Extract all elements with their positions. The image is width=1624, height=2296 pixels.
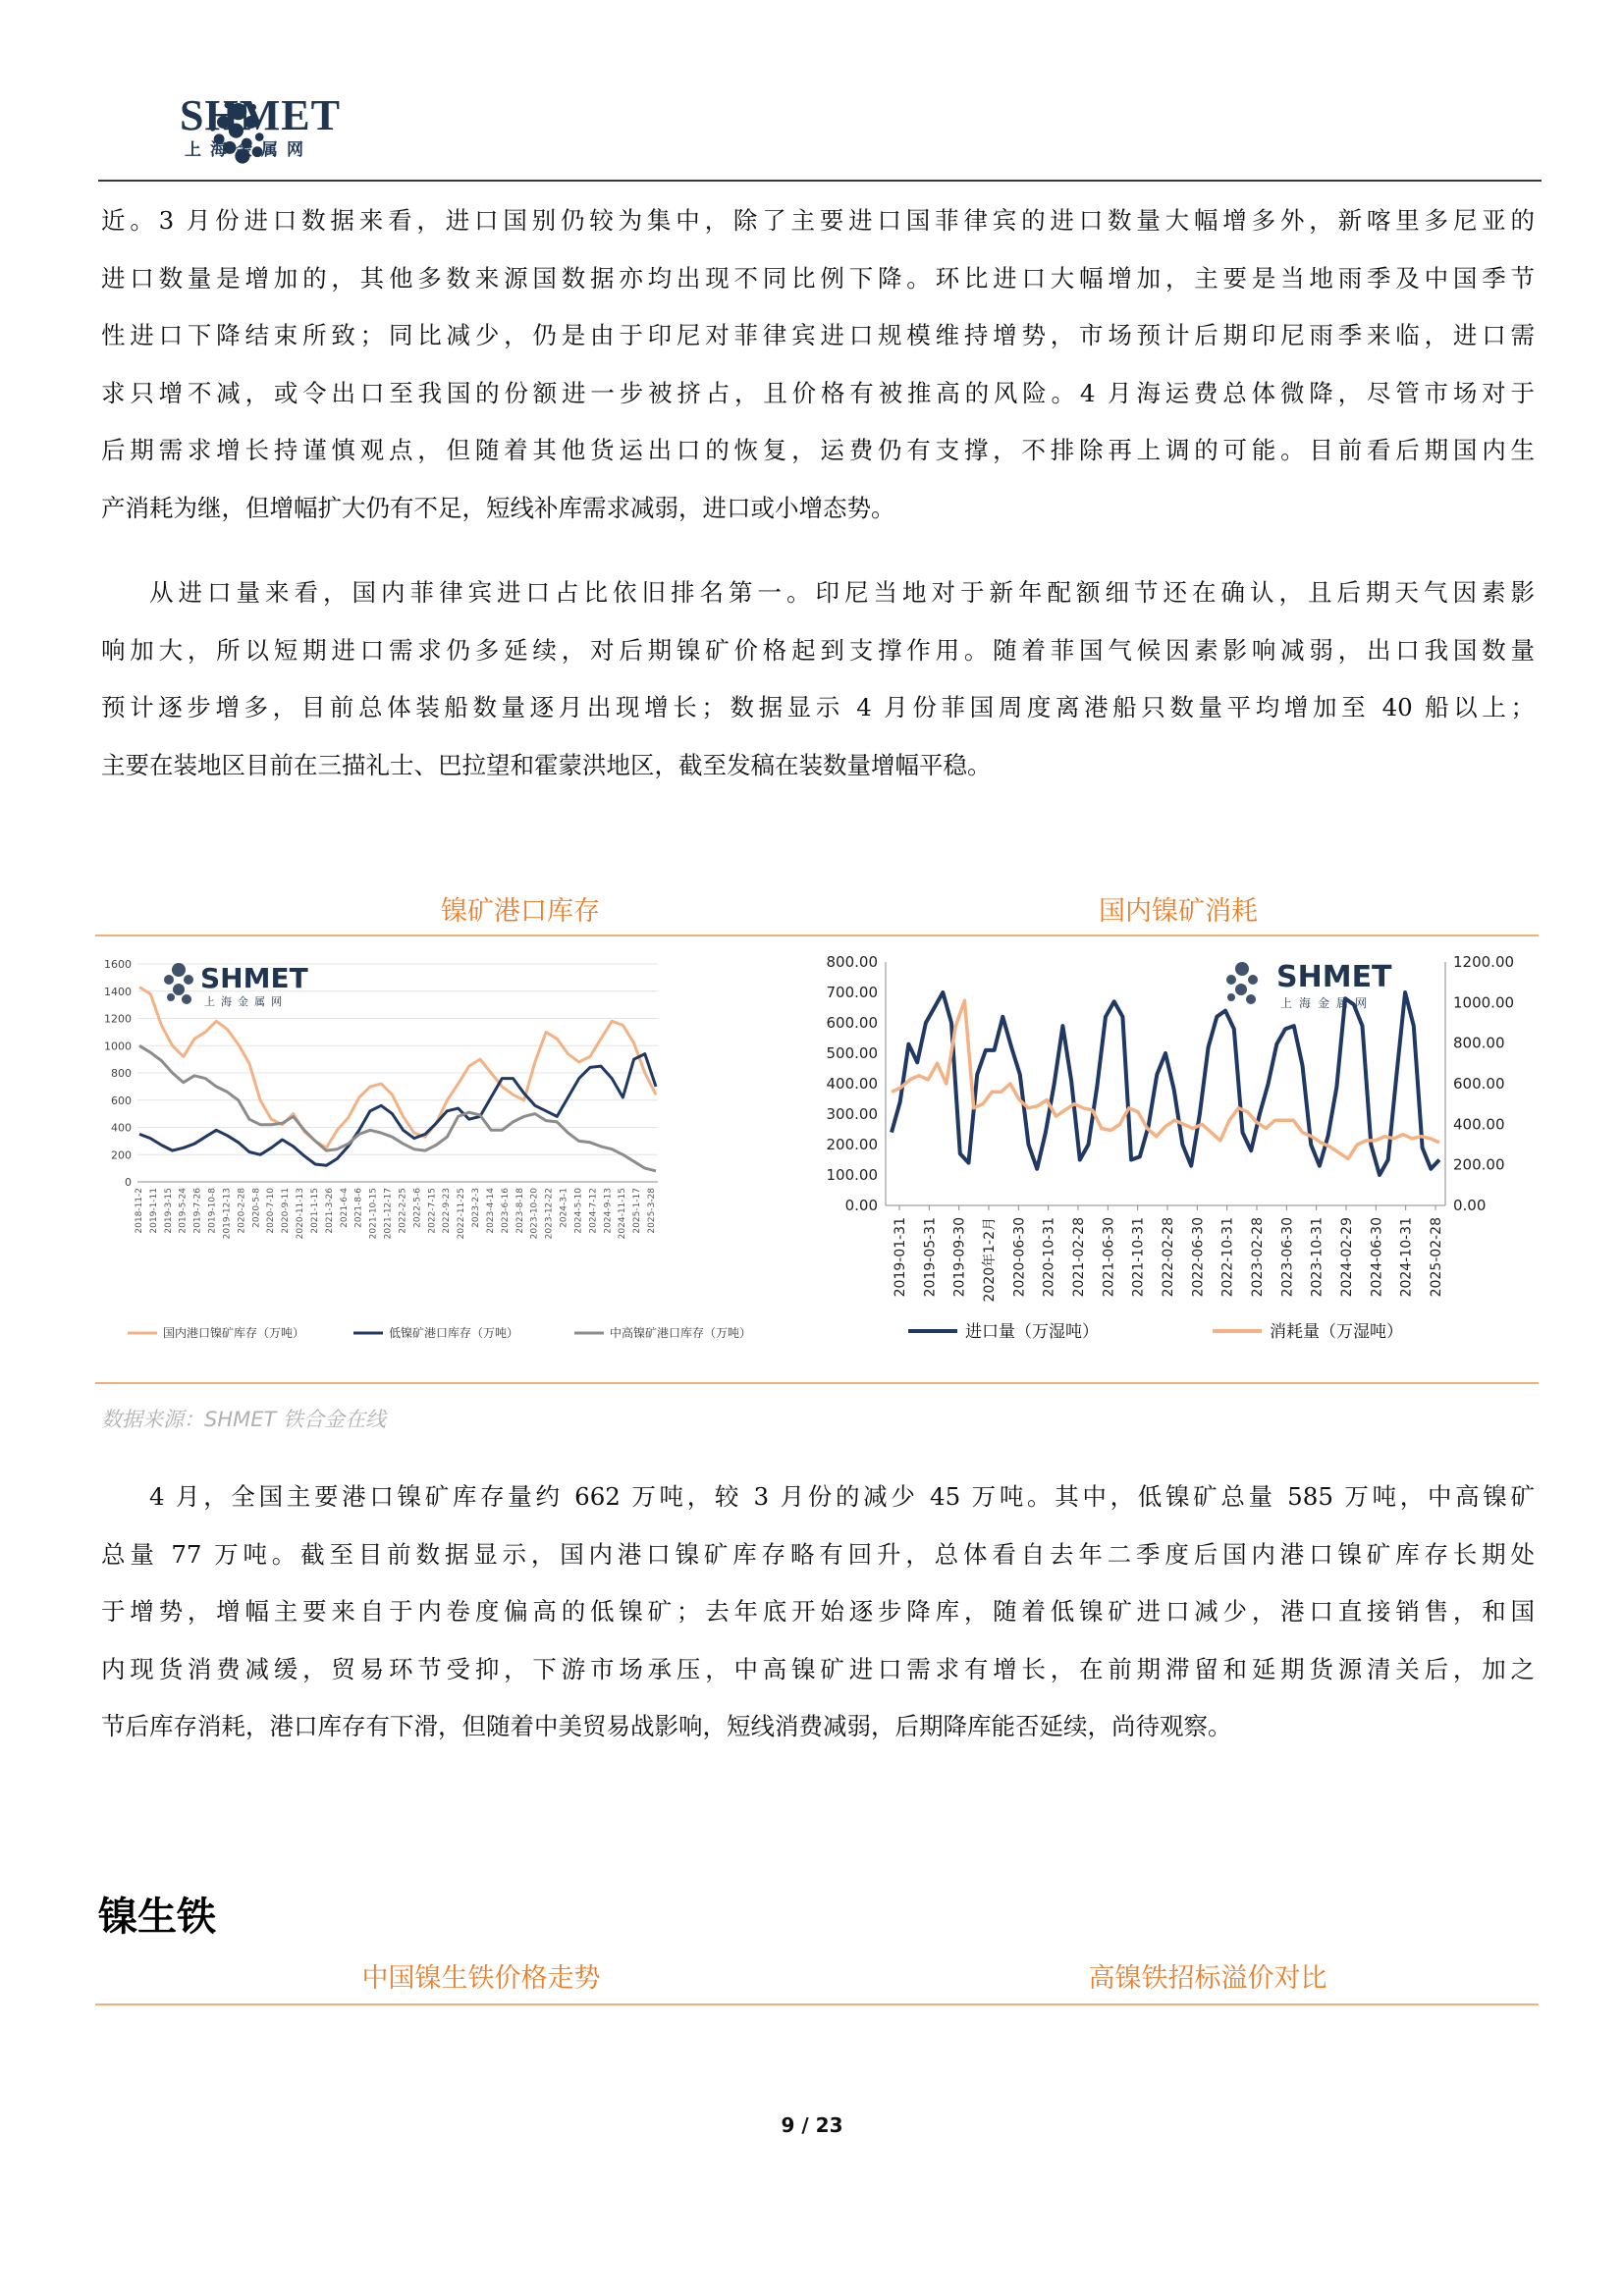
y-right-tick-label: 200.00 bbox=[1453, 1155, 1505, 1174]
header-divider bbox=[98, 180, 1542, 182]
text-line: 性进口下降结束所致；同比减少，仍是由于印尼对菲律宾进口规模维持增势，市场预计后期印尼雨季来临，进口需 bbox=[101, 321, 1535, 349]
y-right-tick-label: 800.00 bbox=[1453, 1034, 1505, 1052]
x-tick-label: 2020-7-10 bbox=[266, 1188, 277, 1234]
x-tick-label: 2021-06-30 bbox=[1101, 1217, 1117, 1298]
chart-caption-tender-premium: 高镍铁招标溢价对比 bbox=[1088, 1963, 1327, 1994]
x-tick-label: 2023-2-3 bbox=[471, 1188, 482, 1228]
x-tick-label: 2019-5-24 bbox=[178, 1188, 189, 1234]
x-tick-label: 2022-5-6 bbox=[412, 1188, 423, 1228]
x-tick-label: 2020年1-2月 bbox=[982, 1217, 998, 1303]
port-inventory-chart bbox=[98, 942, 805, 1355]
x-tick-label: 2021-3-26 bbox=[324, 1188, 335, 1234]
y-tick-label: 200 bbox=[111, 1148, 132, 1162]
x-tick-label: 2021-8-6 bbox=[353, 1188, 364, 1228]
y-right-tick-label: 1200.00 bbox=[1453, 953, 1515, 971]
y-right-tick-label: 600.00 bbox=[1453, 1075, 1505, 1093]
x-tick-label: 2023-4-14 bbox=[485, 1188, 496, 1234]
y-left-tick-label: 600.00 bbox=[826, 1014, 878, 1032]
y-left-tick-label: 700.00 bbox=[826, 984, 878, 1001]
y-tick-label: 1400 bbox=[104, 985, 132, 998]
x-tick-label: 2019-1-11 bbox=[148, 1188, 159, 1234]
y-tick-label: 800 bbox=[111, 1067, 132, 1080]
data-source-note: 数据来源：SHMET 铁合金在线 bbox=[101, 1408, 387, 1431]
watermark-dot bbox=[172, 963, 186, 977]
shmet-watermark-icon bbox=[1226, 962, 1258, 1004]
x-tick-label: 2023-02-28 bbox=[1250, 1217, 1266, 1298]
x-tick-label: 2025-1-17 bbox=[632, 1188, 643, 1234]
watermark-dot bbox=[182, 994, 191, 1004]
text-line: 主要在装地区目前在三描礼士、巴拉望和霍蒙洪地区，截至发稿在装数量增幅平稳。 bbox=[101, 750, 992, 779]
chart-caption-npi-price: 中国镍生铁价格走势 bbox=[361, 1963, 601, 1994]
text-line: 节后库存消耗，港口库存有下滑，但随着中美贸易战影响，短线消费减弱，后期降库能否延续，尚待观察。 bbox=[101, 1712, 1232, 1740]
x-tick-label: 2019-10-8 bbox=[207, 1188, 218, 1234]
x-tick-label: 2023-12-22 bbox=[544, 1188, 555, 1240]
watermark-dot bbox=[167, 993, 175, 1001]
x-tick-label: 2024-02-29 bbox=[1339, 1217, 1355, 1298]
series-line-2 bbox=[892, 1000, 1439, 1158]
chart-caption-consumption: 国内镍矿消耗 bbox=[1099, 896, 1258, 927]
x-tick-label: 2025-02-28 bbox=[1429, 1217, 1444, 1298]
legend-label: 国内港口镍矿库存（万吨） bbox=[163, 1326, 305, 1340]
text-line: 从进口量来看，国内菲律宾进口占比依旧排名第一。印尼当地对于新年配额细节还在确认，且后期天气因素影 bbox=[149, 578, 1535, 607]
x-tick-label: 2023-8-18 bbox=[514, 1188, 525, 1234]
y-tick-label: 1600 bbox=[104, 958, 132, 971]
y-tick-label: 600 bbox=[111, 1094, 132, 1107]
x-tick-label: 2018-11-2 bbox=[135, 1188, 144, 1234]
y-left-tick-label: 100.00 bbox=[826, 1166, 878, 1184]
x-tick-label: 2023-6-16 bbox=[500, 1188, 511, 1234]
text-line: 响加大，所以短期进口需求仍多延续，对后期镍矿价格起到支撑作用。随着菲国气候因素影响减弱，出口我国数量 bbox=[101, 635, 1535, 665]
watermark-brand: SHMET bbox=[200, 962, 308, 994]
x-tick-label: 2024-3-1 bbox=[559, 1188, 569, 1228]
x-tick-label: 2022-11-25 bbox=[457, 1188, 467, 1240]
x-tick-label: 2023-10-20 bbox=[529, 1188, 540, 1240]
caption-divider bbox=[95, 2003, 1539, 2005]
page-number: 9 / 23 bbox=[781, 2113, 843, 2137]
brand-subtitle: 上海金属网 bbox=[185, 140, 312, 160]
y-right-tick-label: 400.00 bbox=[1453, 1115, 1505, 1134]
text-line: 求只增不减，或令出口至我国的份额进一步被挤占，且价格有被推高的风险。4 月海运费总体微降，尽管市场对于 bbox=[101, 378, 1535, 407]
paragraph-port-inventory bbox=[101, 1468, 1535, 1756]
text-line: 内现货消费减缓，贸易环节受抑，下游市场承压，中高镍矿进口需求有增长，在前期滞留和延期货源清关后，加之 bbox=[101, 1654, 1535, 1683]
x-tick-label: 2022-02-28 bbox=[1161, 1217, 1176, 1298]
x-tick-label: 2022-9-23 bbox=[442, 1188, 453, 1234]
x-tick-label: 2020-9-11 bbox=[281, 1188, 292, 1234]
chart-bottom-divider bbox=[95, 1382, 1539, 1384]
chart-caption-port-inventory: 镍矿港口库存 bbox=[441, 896, 600, 927]
paragraph-import-volume bbox=[101, 564, 1535, 794]
y-left-tick-label: 0.00 bbox=[844, 1197, 878, 1214]
x-tick-label: 2025-3-28 bbox=[647, 1188, 657, 1234]
text-line: 进口数量是增加的，其他多数来源国数据亦均出现不同比例下降。环比进口大幅增加，主要是当地雨季及中国季节 bbox=[101, 263, 1535, 293]
x-tick-label: 2022-7-15 bbox=[427, 1188, 438, 1234]
x-tick-label: 2019-7-26 bbox=[192, 1188, 203, 1234]
text-line: 4 月，全国主要港口镍矿库存量约 662 万吨，较 3 月份的减少 45 万吨。其中，低镍矿总量 585 万吨，中高镍矿 bbox=[149, 1482, 1535, 1511]
watermark-brand-sub: 上海金属网 bbox=[204, 995, 288, 1008]
y-left-tick-label: 300.00 bbox=[826, 1105, 878, 1123]
watermark-dot bbox=[184, 975, 193, 985]
y-tick-label: 0 bbox=[125, 1176, 132, 1189]
x-tick-label: 2019-01-31 bbox=[893, 1217, 908, 1298]
watermark-brand: SHMET bbox=[1276, 960, 1392, 994]
x-tick-label: 2024-11-15 bbox=[618, 1188, 628, 1240]
legend-label: 消耗量（万湿吨） bbox=[1270, 1322, 1403, 1342]
brand-name: SHMET bbox=[180, 91, 341, 139]
y-tick-label: 1200 bbox=[104, 1012, 132, 1026]
y-left-tick-label: 800.00 bbox=[826, 953, 878, 971]
x-tick-label: 2021-02-28 bbox=[1071, 1217, 1087, 1298]
legend-label: 中高镍矿港口库存（万吨） bbox=[610, 1326, 752, 1340]
x-tick-label: 2021-10-31 bbox=[1130, 1217, 1147, 1298]
watermark-dot bbox=[173, 984, 185, 995]
x-tick-label: 2021-6-4 bbox=[339, 1188, 350, 1228]
x-tick-label: 2021-1-15 bbox=[309, 1188, 320, 1234]
y-right-tick-label: 1000.00 bbox=[1453, 993, 1515, 1012]
x-tick-label: 2020-10-31 bbox=[1041, 1217, 1057, 1298]
y-left-tick-label: 500.00 bbox=[826, 1044, 878, 1062]
text-line: 产消耗为继，但增幅扩大仍有不足，短线补库需求减弱，进口或小增态势。 bbox=[101, 493, 895, 522]
text-line: 后期需求增长持谨慎观点，但随着其他货运出口的恢复，运费仍有支撑，不排除再上调的可能。目前看后期国内生 bbox=[101, 436, 1535, 464]
x-tick-label: 2022-2-25 bbox=[398, 1188, 408, 1234]
x-tick-label: 2023-10-31 bbox=[1309, 1217, 1326, 1298]
x-tick-label: 2024-06-30 bbox=[1369, 1217, 1385, 1298]
x-tick-label: 2019-05-31 bbox=[922, 1217, 939, 1298]
section-heading-npi: 镍生铁 bbox=[98, 1895, 216, 1940]
x-tick-label: 2024-5-10 bbox=[573, 1188, 584, 1234]
caption-divider bbox=[95, 934, 1539, 936]
shmet-watermark-icon bbox=[164, 963, 193, 1004]
y-tick-label: 1000 bbox=[104, 1040, 132, 1053]
x-tick-label: 2020-06-30 bbox=[1011, 1217, 1028, 1298]
x-tick-label: 2024-10-31 bbox=[1398, 1217, 1415, 1298]
x-tick-label: 2019-12-13 bbox=[222, 1188, 233, 1240]
text-line: 近。3 月份进口数据来看，进口国别仍较为集中，除了主要进口国菲律宾的进口数量大幅增多外，新喀里多尼亚的 bbox=[101, 206, 1535, 235]
x-tick-label: 2024-7-12 bbox=[588, 1188, 599, 1234]
y-left-tick-label: 200.00 bbox=[826, 1136, 878, 1153]
y-tick-label: 400 bbox=[111, 1121, 132, 1135]
y-right-tick-label: 0.00 bbox=[1453, 1197, 1487, 1214]
legend-label: 低镍矿港口库存（万吨） bbox=[389, 1326, 519, 1340]
text-line: 总量 77 万吨。截至目前数据显示，国内港口镍矿库存略有回升，总体看自去年二季度后国内港口镍矿库存长期处 bbox=[101, 1539, 1535, 1569]
nickel-ore-consumption-chart bbox=[815, 942, 1542, 1355]
y-left-tick-label: 400.00 bbox=[826, 1075, 878, 1093]
x-tick-label: 2022-10-31 bbox=[1219, 1217, 1236, 1298]
x-tick-label: 2020-2-28 bbox=[237, 1188, 247, 1234]
watermark-dot bbox=[164, 975, 174, 985]
x-tick-label: 2020-5-8 bbox=[251, 1188, 262, 1228]
legend-label: 进口量（万湿吨） bbox=[965, 1322, 1099, 1342]
paragraph-import-analysis bbox=[101, 192, 1535, 537]
text-line: 于增势，增幅主要来自于内卷度偏高的低镍矿；去年底开始逐步降库，随着低镍矿进口减少，港口直接销售，和国 bbox=[101, 1597, 1535, 1626]
x-tick-label: 2021-10-15 bbox=[368, 1188, 379, 1240]
watermark-brand-sub: 上海金属网 bbox=[1280, 996, 1375, 1010]
x-tick-label: 2024-9-13 bbox=[603, 1188, 614, 1234]
x-tick-label: 2020-11-13 bbox=[296, 1188, 306, 1240]
text-line: 预计逐步增多，目前总体装船数量逐月出现增长；数据显示 4 月份菲国周度离港船只数量平均增加至 40 船以上； bbox=[101, 693, 1535, 721]
series-line-2 bbox=[139, 1054, 656, 1166]
x-tick-label: 2019-3-15 bbox=[163, 1188, 174, 1234]
x-tick-label: 2019-09-30 bbox=[951, 1217, 968, 1298]
x-tick-label: 2021-12-17 bbox=[383, 1188, 394, 1240]
x-tick-label: 2023-06-30 bbox=[1279, 1217, 1296, 1298]
x-tick-label: 2022-06-30 bbox=[1190, 1217, 1207, 1298]
